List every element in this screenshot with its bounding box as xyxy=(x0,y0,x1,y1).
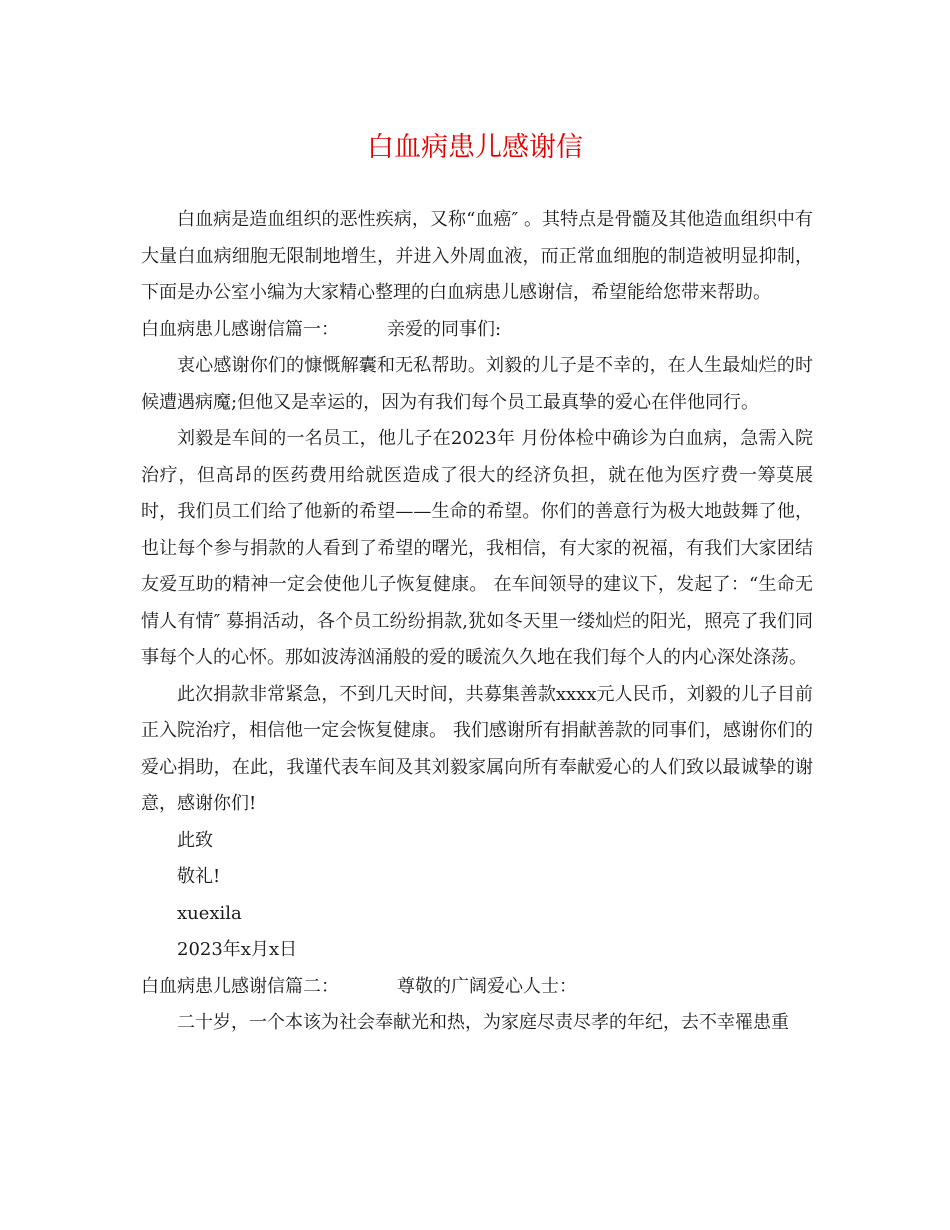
letter1-paragraph-2: 刘毅是车间的一名员工，他儿子在2023年 月份体检中确诊为白血病，急需入院治疗，但高昂的医药费用给就医造成了很大的经济负担，就在他为医疗费一筹莫展时，我们员工们给了他新的希望——生命的希望。你们的善意行为极大地鼓舞了他，也让每个参与捐款的人看到了希望的曙光，我相信，有大家的祝福，有我们大家团结友爱互助的精神一定会使他儿子恢复健康。 在车间领导的建议下，发起了：“生命无情人有情″ 募捐活动，各个员工纷纷捐款,犹如冬天里一缕灿烂的阳光，照亮了我们同事每个人的心怀。那如波涛汹涌般的爱的暖流久久地在我们每个人的内心深处涤荡。 xyxy=(141,428,813,668)
letter2-salutation: 尊敬的广阔爱心人士： xyxy=(397,975,577,997)
letter1-closing-1: 此致 xyxy=(177,829,213,851)
letter1-salutation: 亲爱的同事们: xyxy=(387,318,502,340)
intro-paragraph: 白血病是造血组织的恶性疾病，又称“血癌″ 。其特点是骨髓及其他造血组织中有大量白血病细胞无限制地增生，并进入外周血液，而正常血细胞的制造被明显抑制，下面是办公室小编为大家精心整理的白血病患儿感谢信，希望能给您带来帮助。 xyxy=(141,209,813,303)
letter1-date: 2023年x月x日 xyxy=(177,939,298,960)
letter1-signature: xuexila xyxy=(177,902,242,924)
letter2-paragraph-1: 二十岁，一个本该为社会奉献光和热，为家庭尽责尽孝的年纪，去不幸罹患重 xyxy=(177,1012,789,1033)
document-title: 白血病患儿感谢信 xyxy=(367,132,583,163)
letter1-paragraph-3: 此次捐款非常紧急，不到几天时间，共募集善款xxxx元人民币，刘毅的儿子目前正入院治疗，相信他一定会恢复健康。 我们感谢所有捐献善款的同事们，感谢你们的爱心捐助，在此，我谨代表车间及其刘毅家属向所有奉献爱心的人们致以最诚挚的谢意，感谢你们! xyxy=(141,683,813,814)
letter1-paragraph-1: 衷心感谢你们的慷慨解囊和无私帮助。刘毅的儿子是不幸的，在人生最灿烂的时候遭遇病魔;但他又是幸运的，因为有我们每个员工最真挚的爱心在伴他同行。 xyxy=(141,355,813,413)
document-body xyxy=(141,202,813,1042)
letter1-heading-line xyxy=(141,312,813,349)
letter1-closing-2: 敬礼! xyxy=(177,866,221,887)
letter1-heading: 白血病患儿感谢信篇一： xyxy=(141,318,339,340)
letter2-heading: 白血病患儿感谢信篇二： xyxy=(141,975,339,997)
letter2-heading-line xyxy=(141,969,813,1006)
